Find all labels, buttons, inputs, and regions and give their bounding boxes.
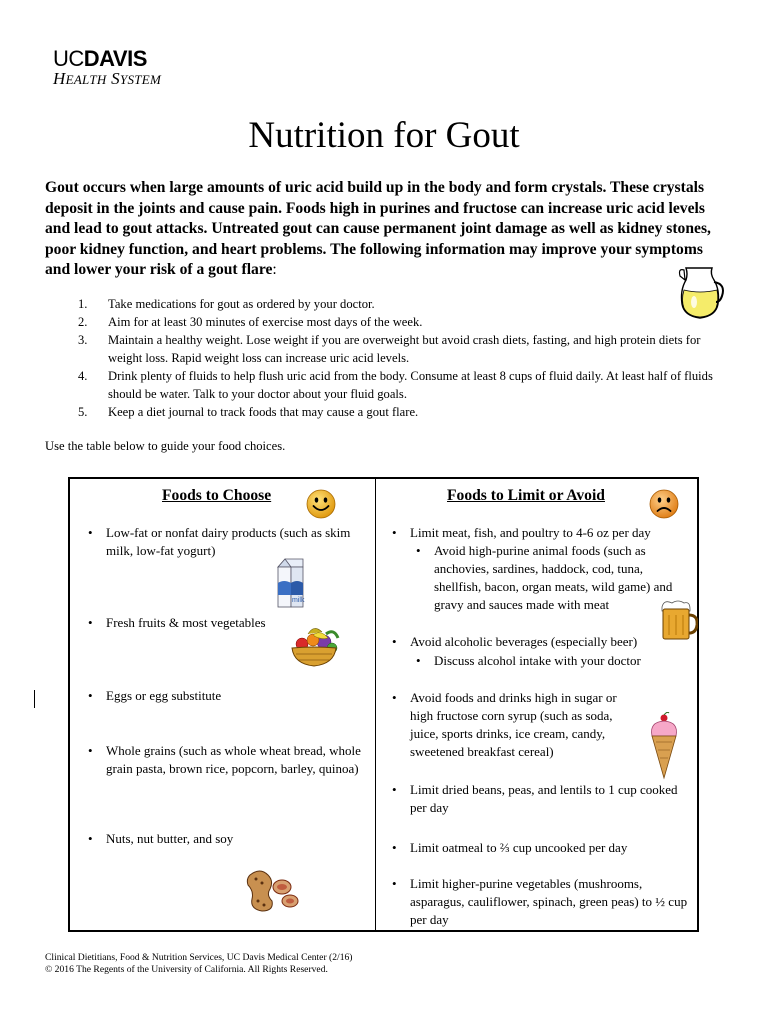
ice-cream-cone-icon — [649, 712, 679, 780]
tip-number: 4. — [78, 369, 88, 383]
foods-to-choose-column — [70, 479, 375, 930]
tip-number: 2. — [78, 315, 88, 329]
bullet: • — [416, 653, 421, 668]
milk-carton-icon — [275, 557, 305, 609]
bullet: • — [392, 634, 397, 649]
logo-ealth: EALTH — [65, 72, 107, 87]
footer-line-1: Clinical Dietitians, Food & Nutrition Services, UC Davis Medical Center (2/16) — [45, 952, 353, 963]
smiley-face-icon — [306, 489, 336, 519]
bullet: • — [88, 525, 93, 540]
foods-to-limit-column — [375, 479, 697, 930]
choose-item-nuts — [88, 830, 368, 848]
intro-text: Gout occurs when large amounts of uric acid build up in the body and form crystals. These crystals deposit in the joints and cause pain. Foods high in purines and fructose can increase uric acid levels and lead to gout attacks. Untreated gout can cause permanent joint damage as well as kidney stones, poor kidney function, and heart problems. The following information may improve your symptoms and lower your risk of a gout flare — [45, 179, 711, 278]
limit-item-text: Limit dried beans, peas, and lentils to 1 cup cooked per day — [410, 782, 678, 815]
tip-text: Drink plenty of fluids to help flush uric acid from the body. Consume at least 8 cups of fluid daily. At least half of fluids should be water. Talk to your doctor about your fluid goals. — [108, 369, 713, 401]
bullet: • — [88, 615, 93, 630]
logo-s: S — [111, 69, 120, 88]
choose-item-text: Eggs or egg substitute — [106, 688, 222, 703]
intro-paragraph — [45, 178, 725, 281]
tip-number: 3. — [78, 333, 88, 347]
limit-item-text: Limit meat, fish, and poultry to 4-6 oz per day — [410, 525, 651, 540]
page-title: Nutrition for Gout — [248, 115, 520, 156]
tip-item-3 — [45, 331, 735, 367]
milk-label: milk — [292, 597, 305, 604]
tip-item-2 — [45, 313, 735, 331]
logo-ucdavis-text — [53, 48, 161, 70]
tip-text: Maintain a healthy weight. Lose weight if you are overweight but avoid crash diets, fasting, and high protein diets for weight loss. Rapid weight loss can increase uric acid levels. — [108, 333, 701, 365]
foods-to-choose-header: Foods to Choose — [162, 487, 272, 504]
limit-item-text: Avoid foods and drinks high in sugar or high fructose corn syrup (such as soda, juice, sports drinks, ice cream, candy, sweetened breakfast cereal) — [410, 690, 617, 759]
choose-item-text: Nuts, nut butter, and soy — [106, 831, 234, 846]
ucdavis-logo — [53, 48, 161, 87]
guide-text: Use the table below to guide your food choices. — [45, 439, 286, 453]
limit-item-sugar — [392, 689, 642, 761]
choose-item-dairy — [88, 524, 368, 560]
tip-item-5 — [45, 403, 735, 421]
limit-item-vegetables — [392, 875, 692, 929]
tip-text: Keep a diet journal to track foods that may cause a gout flare. — [108, 405, 419, 419]
bullet: • — [392, 876, 397, 891]
intro-colon: : — [272, 261, 277, 278]
choose-item-text: Fresh fruits & most vegetables — [106, 615, 266, 630]
peanuts-icon — [244, 867, 300, 913]
choose-item-text: Whole grains (such as whole wheat bread, whole grain pasta, brown rice, popcorn, barley, quinoa) — [106, 743, 361, 776]
bullet: • — [392, 690, 397, 705]
choose-item-whole-grains — [88, 742, 368, 778]
limit-item-beans — [392, 781, 682, 817]
logo-ystem: YSTEM — [119, 72, 162, 87]
tip-item-1 — [45, 295, 735, 313]
sad-face-icon — [649, 489, 679, 519]
bullet: • — [392, 525, 397, 540]
bullet: • — [392, 840, 397, 855]
logo-health-system-text — [53, 70, 161, 87]
tip-text: Aim for at least 30 minutes of exercise most days of the week. — [108, 315, 423, 329]
fruit-basket-icon — [288, 624, 340, 668]
tip-number: 5. — [78, 405, 88, 419]
limit-item-oatmeal — [392, 839, 692, 857]
limit-subitem-alcohol-discuss — [416, 652, 678, 670]
choose-item-text: Low-fat or nonfat dairy products (such as skim milk, low-fat yogurt) — [106, 525, 351, 558]
limit-item-text: Limit higher-purine vegetables (mushrooms, asparagus, cauliflower, spinach, green peas) to ½ cup per day — [410, 876, 688, 927]
logo-h: H — [53, 69, 66, 88]
bullet: • — [416, 543, 421, 558]
foods-to-limit-header: Foods to Limit or Avoid — [447, 487, 605, 504]
food-choices-table — [68, 477, 699, 932]
choose-item-eggs — [88, 687, 368, 705]
logo-davis: DAVIS — [83, 46, 147, 71]
bullet: • — [88, 743, 93, 758]
limit-item-text: Limit oatmeal to ⅔ cup uncooked per day — [410, 840, 628, 855]
limit-subitem-text: Discuss alcohol intake with your doctor — [434, 653, 641, 668]
limit-item-alcohol — [392, 633, 692, 651]
limit-item-text: Avoid alcoholic beverages (especially beer) — [410, 634, 638, 649]
logo-uc: UC — [53, 46, 84, 71]
tip-item-4 — [45, 367, 735, 403]
limit-subitem-purine — [416, 542, 678, 614]
limit-item-meat — [392, 524, 692, 542]
limit-subitem-text: Avoid high-purine animal foods (such as anchovies, sardines, haddock, cod, tuna, shellfish, bacon, organ meats, wild game) and gravy and sauces made with meat — [434, 543, 673, 612]
tip-text: Take medications for gout as ordered by your doctor. — [108, 297, 375, 311]
text-cursor — [34, 690, 35, 708]
bullet: • — [392, 782, 397, 797]
footer-copyright: © 2016 The Regents of the University of California. All Rights Reserved. — [45, 963, 328, 975]
footer — [45, 952, 352, 975]
tip-number: 1. — [78, 297, 88, 311]
bullet: • — [88, 688, 93, 703]
bullet: • — [88, 831, 93, 846]
tips-list — [45, 295, 735, 421]
